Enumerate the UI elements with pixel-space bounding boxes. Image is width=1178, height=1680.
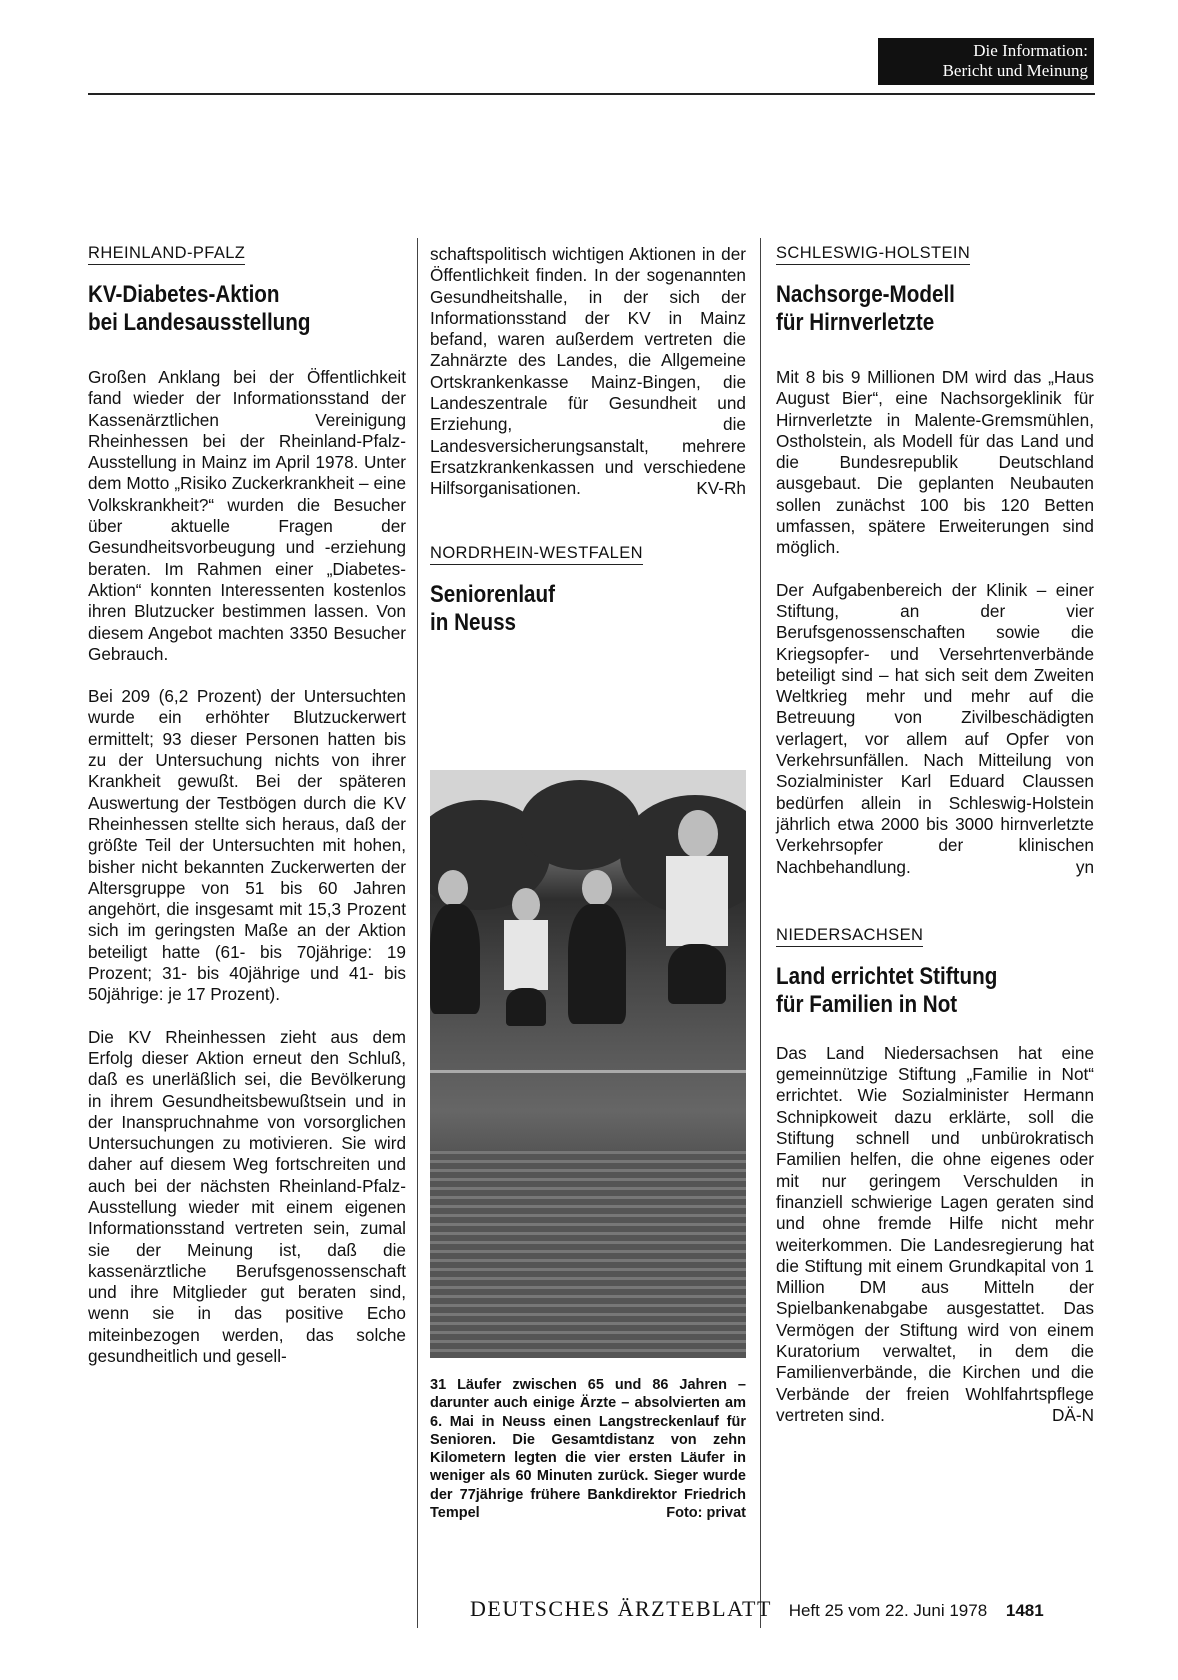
headline-line: in Neuss <box>430 608 517 636</box>
kicker: SCHLESWIG-HOLSTEIN <box>776 244 970 265</box>
paragraph-text: Das Land Niedersachsen hat eine gemeinnützige Stiftung „Familie in Not“ errichtet. Wie Sozialminister Hermann Schnipkoweit dazu erklärte, soll die Stiftung schnell und unbürokratisch Familien helfen, die ohne eigenes oder mit nur geringem Verschulden in finanziell schwierige Lagen geraten sind und ohne fremde Hilfe nicht mehr weiterkommen. Die Landesregierung hat die Stiftung mit einem Grundkapital von 1 Million DM aus Mitteln der Spielbankenabgabe ausgestattet. Das Vermögen der Stiftung wird von einem Kuratorium verwaltet, in dem die Familienverbände, die Kirchen und die Verbände der freien Wohlfahrtspflege vertreten sind. <box>776 1042 1094 1425</box>
photo-caption <box>430 1376 746 1522</box>
headline-line: bei Landesausstellung <box>88 309 311 336</box>
paragraph: Mit 8 bis 9 Millionen DM wird das „Haus August Bier“, eine Nachsorgeklinik für Hirnverletzte in Malente-Gremsmühlen, Ostholstein, als Modell für das Land und die Bundesrepublik Deutschland ausgebaut. Die geplanten Neubauten sollen zunächst 100 bis 120 Betten umfassen, spätere Erweiterungen sind möglich. <box>776 367 1094 558</box>
column-divider <box>417 238 418 1628</box>
headline-line: Nachsorge-Modell <box>776 281 955 308</box>
photo-runner-head <box>438 870 468 906</box>
section-tag-line2: Bericht und Meinung <box>942 61 1088 80</box>
caption-text: 31 Läufer zwischen 65 und 86 Jahren – darunter auch einige Ärzte – absolvierten am 6. Mai in Neuss einen Langstreckenlauf für Senioren. Die Gesamtdistanz von zehn Kilometern legten die vier ersten Läufer in weniger als 60 Minuten zurück. Sieger wurde der 77jährige frühere Bankdirektor Friedrich Tempel <box>430 1377 746 1522</box>
headline-line: Seniorenlauf <box>430 580 556 608</box>
paragraph <box>776 1043 1094 1426</box>
signature: yn <box>1075 856 1094 877</box>
headline <box>88 281 405 337</box>
paragraph <box>776 580 1094 878</box>
paragraph: Großen Anklang bei der Öffentlichkeit fand wieder der Informationsstand der Kassenärztlichen Vereinigung Rheinhessen bei der Rheinland-Pfalz-Ausstellung in Mainz im April 1978. Unter dem Motto „Risiko Zuckerkrankheit – eine Volkskrankheit?“ wurden die Besucher über aktuelle Fragen der Gesundheitsvorbeugung und -erziehung beraten. Im Rahmen einer „Diabetes-Aktion“ konnten Interessenten kostenlos ihren Blutzucker bestimmen lassen. Von diesem Angebot machten 3350 Besucher Gebrauch. <box>88 367 406 664</box>
paragraph-text: Der Aufgabenbereich der Klinik – einer Stiftung, an der vier Berufsgenossenschaften sowie die Kriegsopfer- und Versehrtenverbände beteiligt sind – hat sich seit dem Zweiten Weltkrieg mehr und mehr auf die Betreuung von Zivilbeschädigten verlagert, vor allem auf Opfer von Verkehrsunfällen. Nach Mitteilung von Sozialminister Karl Eduard Claussen bedürfen allein in Schleswig-Holstein jährlich etwa 2000 bis 3000 hirnverletzte Verkehrsopfer der klinischen Nachbehandlung. <box>776 579 1094 877</box>
signature: KV-Rh <box>696 478 746 499</box>
photo-bridge-deck <box>430 1150 746 1358</box>
column-right <box>776 244 1094 1426</box>
kicker: NIEDERSACHSEN <box>776 926 923 947</box>
photo-runner-shirt <box>504 920 548 990</box>
page-number: 1481 <box>1005 1601 1044 1620</box>
headline <box>430 581 745 637</box>
headline <box>776 963 1093 1019</box>
article-rheinland-pfalz <box>88 244 406 1367</box>
column-divider <box>760 238 761 1628</box>
headline-line: KV-Diabetes-Aktion <box>88 281 280 308</box>
photo-senior-runners <box>430 770 746 1358</box>
section-tag-line1: Die Information: <box>973 41 1088 60</box>
headline <box>776 281 1093 337</box>
headline-line: für Hirnverletzte <box>776 309 935 336</box>
column-middle <box>430 244 746 637</box>
photo-credit: Foto: privat <box>666 1505 746 1522</box>
paragraph: Bei 209 (6,2 Prozent) der Untersuchten wurde ein erhöhter Blutzuckerwert ermittelt; 93 dieser Personen hatten bis zu der Untersuchung nichts von ihrer Krankheit gewußt. Bei der späteren Auswertung der Testbögen durch die KV Rheinhessen stellte sich heraus, daß der größte Teil der Untersuchten mit hohen, bisher nicht bekannten Zuckerwerten der Altersgruppe von 51 bis 60 Jahren angehört, die insgesamt mit 15,3 Prozent sich im geringsten Maße an der Aktion beteiligt hatte (61- bis 70jährige: 19 Prozent; 31- bis 40jährige und 41- bis 50jährige: je 17 Prozent). <box>88 686 406 1005</box>
section-tag <box>878 38 1094 85</box>
headline-line: für Familien in Not <box>776 990 958 1018</box>
issue-info: Heft 25 vom 22. Juni 1978 <box>788 1601 988 1620</box>
headline-line: Land errichtet Stiftung <box>776 962 998 990</box>
kicker: NORDRHEIN-WESTFALEN <box>430 544 643 565</box>
photo-runner-head <box>582 870 612 906</box>
kicker: RHEINLAND-PFALZ <box>88 244 245 265</box>
photo-runner <box>668 944 726 1004</box>
paragraph: Die KV Rheinhessen zieht aus dem Erfolg dieser Aktion erneut den Schluß, daß es unerläßlich sei, die Bevölkerung in ihrem Gesundheitsbewußtsein und in der Inanspruchnahme von vorsorglichen Untersuchungen zu motivieren. Sie wird daher auf diesem Weg fortschreiten und auch bei der nächsten Rheinland-Pfalz-Ausstellung wieder mit einem eigenen Informationsstand vertreten sein, zumal sie der Meinung ist, daß die kassenärztliche Berufsgenossenschaft und ihre Mitglieder gut beraten sind, wenn sie in das positive Echo miteinbezogen werden, das solche gesundheitlich und gesell- <box>88 1026 406 1367</box>
photo-runner <box>568 904 626 1024</box>
journal-name: DEUTSCHES ÄRZTEBLATT <box>470 1596 772 1621</box>
page-footer <box>470 1596 1090 1622</box>
signature: DÄ-N <box>1051 1404 1094 1425</box>
paragraph-continuation <box>430 244 746 500</box>
photo-runner-shirt <box>666 856 728 946</box>
header-rule <box>88 93 1095 95</box>
photo-railing <box>430 1070 746 1073</box>
photo-runner <box>430 904 480 1014</box>
continuation-text: schaftspolitisch wichtigen Aktionen in der Öffentlichkeit finden. In der sogenannten Gesundheitshalle, in der sich der Informationsstand der KV in Mainz befand, waren außerdem vertreten die Zahnärzte des Landes, die Allgemeine Ortskrankenkasse Mainz-Bingen, die Landeszentrale für Gesundheit und Erziehung, die Landesversicherungsanstalt, mehrere Ersatzkrankenkassen und verschiedene Hilfsorganisationen. <box>430 244 746 499</box>
photo-runner <box>506 988 546 1026</box>
photo-runner-head <box>512 888 540 922</box>
photo-runner-head <box>678 810 718 858</box>
